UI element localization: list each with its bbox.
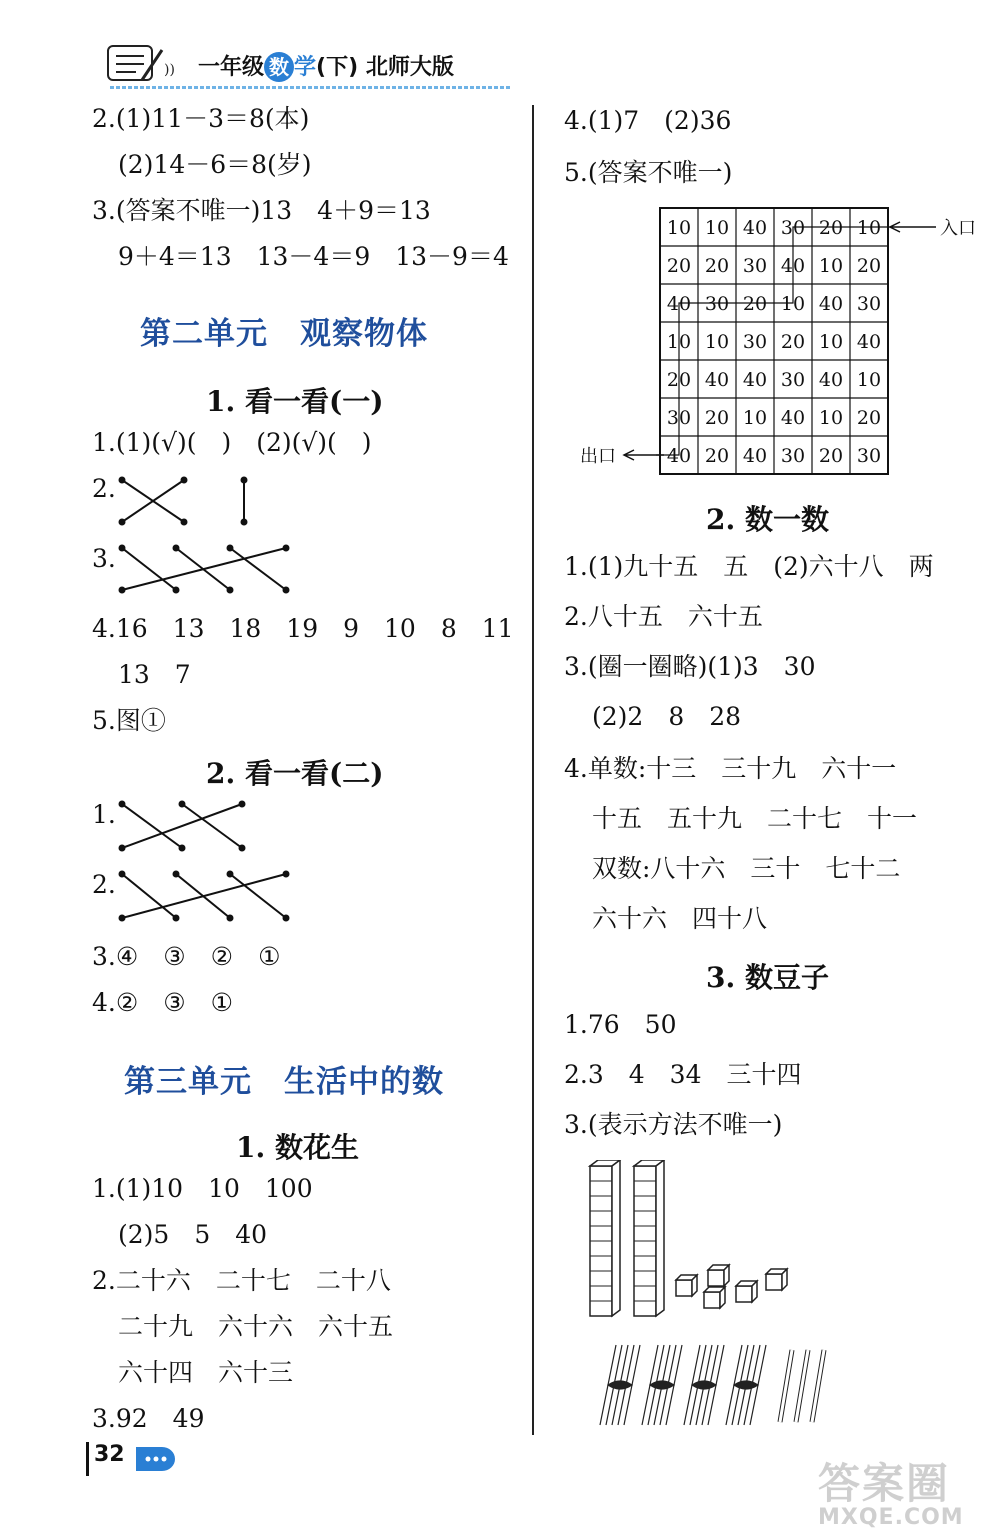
grid-cell-value: 10 [780,293,806,315]
question-number: 2. [92,870,116,899]
grid-cell-value: 40 [742,369,768,391]
answer-line: 1.(1)(√)( ) (2)(√)( ) [92,428,372,457]
section-title: 2. 数一数 [706,503,829,536]
answer-line: 六十六 四十八 [592,904,768,933]
grid-cell-value: 30 [742,255,768,277]
answer-line: 4.16 13 18 19 9 10 8 11 [92,614,514,643]
answer-line: 十五 五十九 二十七 十一 [592,804,918,833]
answer-line: 3.(圈一圈略)(1)3 30 [564,652,816,681]
answer-line: 3.(表示方法不唯一) [564,1110,783,1139]
matching-diagram [110,796,260,856]
answer-line: 双数:八十六 三十 七十二 [592,854,901,883]
answer-line: 4.② ③ ① [92,988,234,1017]
grid-cell-value: 30 [780,369,806,391]
column-divider [532,105,534,1435]
answer-line: 3.(答案不唯一)13 4＋9＝13 [92,196,431,225]
answer-line: 2.(1)11－3＝8(本) [92,104,310,133]
exit-label: 出口 [580,446,616,467]
grid-cell-value: 10 [666,331,692,353]
answer-line: 二十九 六十六 六十五 [118,1312,394,1341]
term-label: (下) [316,55,359,80]
header-underline [110,86,510,89]
answer-line: (2)14－6＝8(岁) [118,150,312,179]
grid-cell-value: 40 [666,293,692,315]
page-header [90,40,510,90]
section-title: 1. 看一看(一) [206,385,384,418]
grid-cell-value: 40 [818,369,844,391]
grid-cell-value: 10 [666,217,692,239]
grid-cell-value: 20 [818,217,844,239]
watermark [818,1459,988,1532]
grid-cell-value: 40 [742,445,768,467]
answer-line: (2)2 8 28 [592,702,742,731]
matching-diagram [110,540,300,600]
base-ten-blocks-illustration [580,1160,840,1430]
grid-cell-value: 40 [742,217,768,239]
next-arrow-icon [134,1444,184,1474]
grid-cell-value: 40 [818,293,844,315]
grid-cell-value: 20 [666,369,692,391]
question-number: 2. [92,474,116,503]
matching-diagram [110,470,270,530]
entrance-label: 入口 [940,218,976,239]
grid-cell-value: 20 [742,293,768,315]
grid-cell-value: 10 [704,331,730,353]
grid-cell-value: 10 [856,217,882,239]
grid-cell-value: 20 [856,255,882,277]
answer-line: 1.76 50 [564,1010,677,1039]
answer-line: 4.(1)7 (2)36 [564,106,732,135]
matching-diagram [110,866,300,926]
section-title: 1. 数花生 [236,1131,359,1164]
grid-cell-value: 10 [818,255,844,277]
grid-cell-value: 10 [818,331,844,353]
grid-cell-value: 30 [666,407,692,429]
grid-cell-value: 20 [856,407,882,429]
number-maze-grid [580,200,980,480]
grid-cell-value: 40 [856,331,882,353]
answer-line: 2.八十五 六十五 [564,602,763,631]
grid-cell-value: 20 [704,407,730,429]
unit-title: 第三单元 生活中的数 [124,1064,444,1100]
question-number: 1. [92,800,116,829]
unit-title: 第二单元 观察物体 [140,316,428,352]
grid-cell-value: 10 [704,217,730,239]
answer-line: 1.(1)10 10 100 [92,1174,313,1203]
grid-cell-value: 30 [704,293,730,315]
edition-label: 北师大版 [365,55,454,80]
svg-text:)): )) [164,62,175,78]
section-title: 3. 数豆子 [706,961,829,994]
subject-suffix: 学 [294,55,317,80]
answer-line: 2.3 4 34 三十四 [564,1060,802,1089]
grid-cell-value: 20 [780,331,806,353]
section-title: 2. 看一看(二) [206,757,384,790]
page-number: 32 [94,1442,125,1467]
grid-cell-value: 40 [704,369,730,391]
answer-line: 13 7 [118,660,191,689]
grid-cell-value: 30 [780,217,806,239]
grid-cell-value: 20 [704,445,730,467]
answer-line: 5.(答案不唯一) [564,158,733,187]
grid-cell-value: 10 [856,369,882,391]
grid-cell-value: 40 [780,407,806,429]
grid-cell-value: 40 [780,255,806,277]
grid-cell-value: 30 [856,445,882,467]
grid-cell-value: 30 [780,445,806,467]
answer-line: 3.92 49 [92,1404,205,1433]
grid-cell-value: 10 [818,407,844,429]
grid-cell-value: 30 [856,293,882,315]
question-number: 3. [92,544,116,573]
answer-line: 4.单数:十三 三十九 六十一 [564,754,897,783]
watermark-line2: MXQE.COM [818,1505,964,1530]
grid-cell-value: 30 [742,331,768,353]
grid-cell-value: 40 [666,445,692,467]
answer-line: (2)5 5 40 [118,1220,268,1249]
scroll-pencil-icon [90,40,180,90]
footer-bar [86,1442,89,1476]
answer-line: 9＋4＝13 13－4＝9 13－9＝4 [118,242,509,271]
answer-line: 5.图① [92,706,166,735]
grade-label: 一年级 [198,55,265,80]
grid-cell-value: 20 [704,255,730,277]
exit-arrow-icon [624,450,664,460]
answer-line: 2.二十六 二十七 二十八 [92,1266,391,1295]
page-footer [86,1440,186,1480]
watermark-line1: 答案圈 [818,1459,951,1508]
grid-cell-value: 10 [742,407,768,429]
subject-badge: 数 [264,52,294,82]
grid-cell-value: 20 [818,445,844,467]
answer-line: 六十四 六十三 [118,1358,294,1387]
entrance-arrow-icon [890,222,936,232]
answer-line: 1.(1)九十五 五 (2)六十八 两 [564,552,934,581]
grid-cell-value: 20 [666,255,692,277]
answer-line: 3.④ ③ ② ① [92,942,281,971]
